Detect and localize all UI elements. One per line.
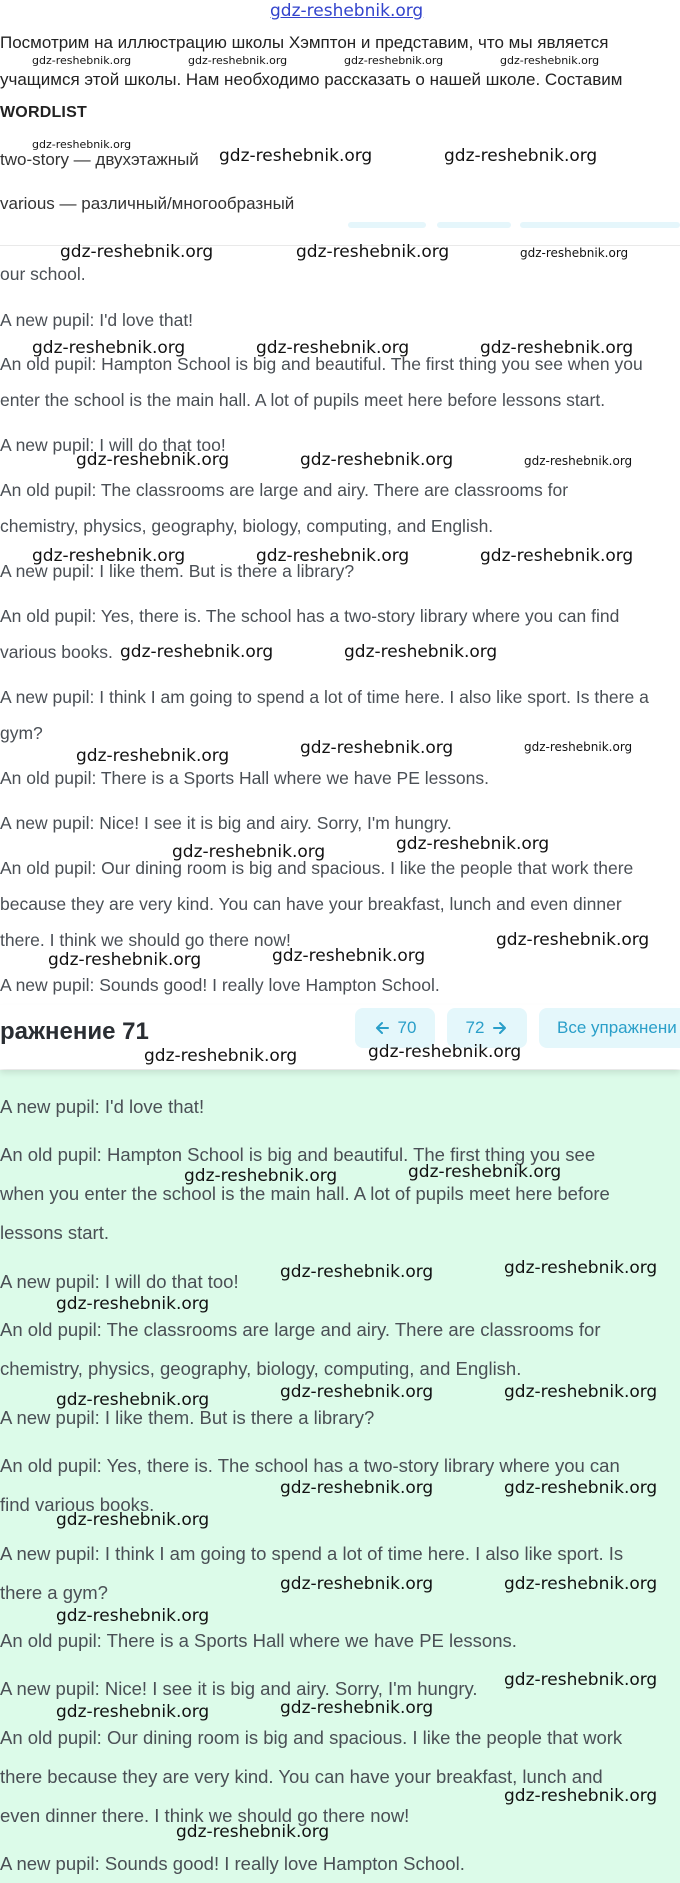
intro-text-line: Посмотрим на иллюстрацию школы Хэмптон и представим, что мы является xyxy=(0,33,609,52)
answer-line: A new pupil: Sounds good! I really love Hampton School. xyxy=(0,1853,465,1874)
next-exercise-label: 72 xyxy=(465,1018,485,1037)
watermark: gdz-reshebnik.org xyxy=(280,1698,434,1718)
dialogue-line: An old pupil: Hampton School is big and beautiful. The first thing you see when you xyxy=(0,354,643,374)
dialogue-line: gym? xyxy=(0,723,43,743)
watermark: gdz-reshebnik.org xyxy=(504,1670,658,1690)
watermark: gdz-reshebnik.org xyxy=(396,834,550,854)
watermark: gdz-reshebnik.org xyxy=(504,1258,658,1278)
dialogue-line: A new pupil: I'd love that! xyxy=(0,310,194,330)
answer-line: An old pupil: Hampton School is big and beautiful. The first thing you see xyxy=(0,1144,596,1165)
watermark: gdz-reshebnik.org xyxy=(188,54,288,67)
dialogue-line: because they are very kind. You can have your breakfast, lunch and even dinner xyxy=(0,894,622,914)
answer-line: A new pupil: I think I am going to spend a lot of time here. I also like sport. Is xyxy=(0,1543,624,1564)
watermark: gdz-reshebnik.org xyxy=(500,54,600,67)
watermark: gdz-reshebnik.org xyxy=(300,738,454,758)
watermark: gdz-reshebnik.org xyxy=(504,1786,658,1806)
answer-line: A new pupil: I will do that too! xyxy=(0,1271,239,1292)
faded-button xyxy=(437,222,511,228)
watermark: gdz-reshebnik.org xyxy=(76,746,230,766)
answer-line: A new pupil: Nice! I see it is big and airy. Sorry, I'm hungry. xyxy=(0,1678,478,1699)
dialogue-line: our school. xyxy=(0,264,86,284)
watermark: gdz-reshebnik.org xyxy=(408,1162,562,1182)
watermark: gdz-reshebnik.org xyxy=(60,242,214,262)
next-exercise-button[interactable] xyxy=(447,1008,527,1048)
watermark: gdz-reshebnik.org xyxy=(504,1574,658,1594)
dialogue-line: various books. xyxy=(0,642,113,662)
exercise-title: ражнение 71 xyxy=(0,1018,149,1045)
answer-line: lessons start. xyxy=(0,1222,109,1243)
watermark: gdz-reshebnik.org xyxy=(480,338,634,358)
answer-line: An old pupil: Our dining room is big and spacious. I like the people that work xyxy=(0,1727,623,1748)
answer-line: An old pupil: Yes, there is. The school has a two-story library where you can xyxy=(0,1455,620,1476)
prev-exercise-button[interactable] xyxy=(355,1008,435,1048)
dialogue-line: enter the school is the main hall. A lot of pupils meet here before lessons start. xyxy=(0,390,606,410)
task-intro xyxy=(0,0,680,245)
watermark: gdz-reshebnik.org xyxy=(256,338,410,358)
wordlist-item: various — различный/многообразный xyxy=(0,194,295,213)
arrow-left-icon xyxy=(374,1020,390,1036)
watermark: gdz-reshebnik.org xyxy=(176,1822,330,1842)
watermark: gdz-reshebnik.org xyxy=(344,54,444,67)
prev-exercise-label: 70 xyxy=(397,1018,417,1037)
all-exercises-label: Все упражнени xyxy=(557,1018,677,1037)
dialogue-line: A new pupil: I think I am going to spend a lot of time here. I also like sport. Is there a xyxy=(0,687,649,707)
answer-line: there a gym? xyxy=(0,1582,108,1603)
watermark: gdz-reshebnik.org xyxy=(524,454,633,468)
watermark: gdz-reshebnik.org xyxy=(56,1294,210,1314)
answer-line: find various books. xyxy=(0,1494,155,1515)
answer-line: chemistry, physics, geography, biology, computing, and English. xyxy=(0,1358,522,1379)
watermark: gdz-reshebnik.org xyxy=(496,930,650,950)
dialogue-line: A new pupil: I will do that too! xyxy=(0,435,226,455)
watermark: gdz-reshebnik.org xyxy=(272,946,426,966)
watermark: gdz-reshebnik.org xyxy=(444,146,598,166)
watermark: gdz-reshebnik.org xyxy=(368,1042,522,1062)
dialogue-line: A new pupil: Sounds good! I really love Hampton School. xyxy=(0,975,440,995)
dialogue-line: A new pupil: I like them. But is there a library? xyxy=(0,561,355,581)
divider xyxy=(0,245,680,246)
watermark: gdz-reshebnik.org xyxy=(344,642,498,662)
watermark: gdz-reshebnik.org xyxy=(32,138,132,151)
dialogue-line: chemistry, physics, geography, biology, computing, and English. xyxy=(0,516,494,536)
watermark: gdz-reshebnik.org xyxy=(504,1382,658,1402)
watermark: gdz-reshebnik.org xyxy=(120,642,274,662)
site-top-link[interactable]: gdz-reshebnik.org xyxy=(270,1,424,21)
answer-block xyxy=(0,1070,680,1883)
intro-text-line: учащимся этой школы. Нам необходимо рассказать о нашей школе. Составим xyxy=(0,70,623,89)
watermark: gdz-reshebnik.org xyxy=(300,450,454,470)
watermark: gdz-reshebnik.org xyxy=(219,146,373,166)
answer-line: An old pupil: The classrooms are large and airy. There are classrooms for xyxy=(0,1319,601,1340)
arrow-right-icon xyxy=(492,1020,508,1036)
exercise-header xyxy=(0,1005,680,1069)
all-exercises-button[interactable] xyxy=(539,1008,680,1048)
dialogue-line: A new pupil: Nice! I see it is big and airy. Sorry, I'm hungry. xyxy=(0,813,452,833)
watermark: gdz-reshebnik.org xyxy=(76,450,230,470)
watermark: gdz-reshebnik.org xyxy=(144,1046,298,1066)
watermark: gdz-reshebnik.org xyxy=(32,546,186,566)
watermark: gdz-reshebnik.org xyxy=(520,246,629,260)
answer-line: when you enter the school is the main hall. A lot of pupils meet here before xyxy=(0,1183,610,1204)
dialogue-line: An old pupil: There is a Sports Hall where we have PE lessons. xyxy=(0,768,489,788)
answer-line: A new pupil: I like them. But is there a library? xyxy=(0,1407,375,1428)
watermark: gdz-reshebnik.org xyxy=(56,1510,210,1530)
watermark: gdz-reshebnik.org xyxy=(504,1478,658,1498)
dialogue-line: An old pupil: Yes, there is. The school has a two-story library where you can find xyxy=(0,606,620,626)
watermark: gdz-reshebnik.org xyxy=(256,546,410,566)
watermark: gdz-reshebnik.org xyxy=(524,740,633,754)
dialogue-line: An old pupil: The classrooms are large and airy. There are classrooms for xyxy=(0,480,569,500)
watermark: gdz-reshebnik.org xyxy=(56,1702,210,1722)
dialogue-line: there. I think we should go there now! xyxy=(0,930,291,950)
answer-line: A new pupil: I'd love that! xyxy=(0,1096,205,1117)
watermark: gdz-reshebnik.org xyxy=(280,1478,434,1498)
watermark: gdz-reshebnik.org xyxy=(280,1262,434,1282)
answer-line: An old pupil: There is a Sports Hall where we have PE lessons. xyxy=(0,1630,517,1651)
watermark: gdz-reshebnik.org xyxy=(296,242,450,262)
watermark: gdz-reshebnik.org xyxy=(172,842,326,862)
watermark: gdz-reshebnik.org xyxy=(56,1606,210,1626)
watermark: gdz-reshebnik.org xyxy=(280,1574,434,1594)
faded-button xyxy=(348,222,426,228)
faded-button xyxy=(520,222,680,228)
watermark: gdz-reshebnik.org xyxy=(32,54,132,67)
watermark: gdz-reshebnik.org xyxy=(280,1382,434,1402)
wordlist-item: two-story — двухэтажный xyxy=(0,150,199,169)
watermark: gdz-reshebnik.org xyxy=(48,950,202,970)
watermark: gdz-reshebnik.org xyxy=(480,546,634,566)
watermark: gdz-reshebnik.org xyxy=(32,338,186,358)
dialogue-line: An old pupil: Our dining room is big and spacious. I like the people that work there xyxy=(0,858,634,878)
watermark: gdz-reshebnik.org xyxy=(184,1166,338,1186)
watermark: gdz-reshebnik.org xyxy=(56,1390,210,1410)
wordlist-heading: WORDLIST xyxy=(0,104,87,121)
answer-line: even dinner there. I think we should go there now! xyxy=(0,1805,410,1826)
answer-line: there because they are very kind. You can have your breakfast, lunch and xyxy=(0,1766,603,1787)
